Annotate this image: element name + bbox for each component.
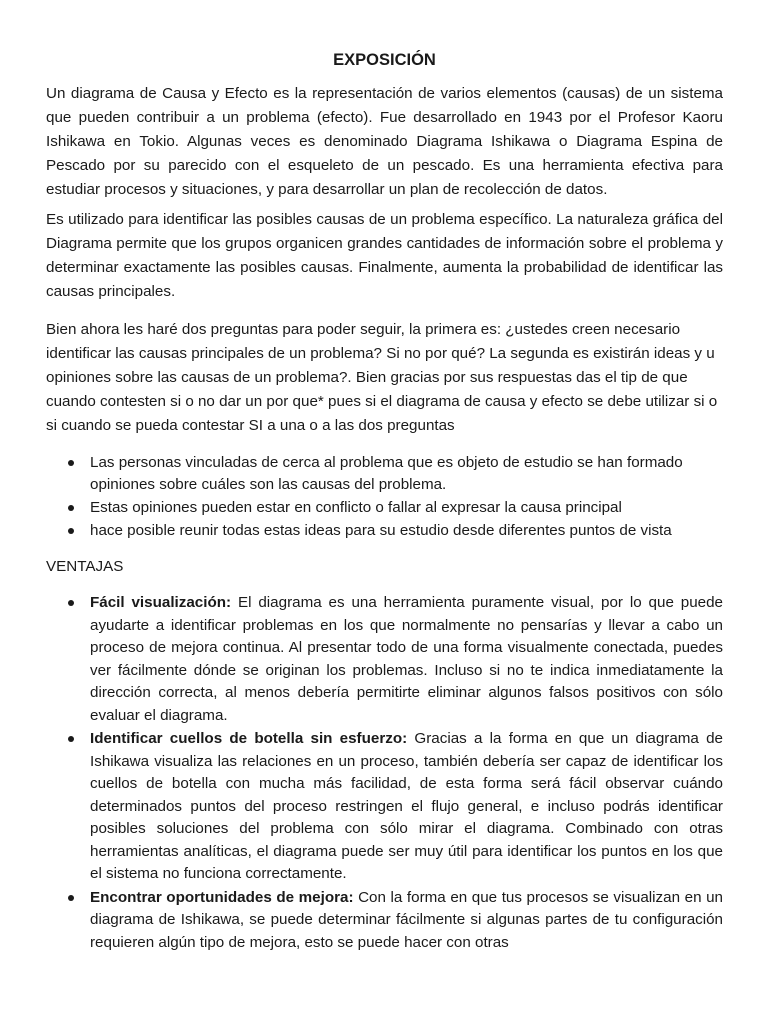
- advantage-text: Con la forma en que tus procesos se visualizan en un diagrama de Ishikawa, se puede determinar fácilmente si algunas partes de tu configuración requieren algún tipo de mejora, esto se puede hacer con otras: [90, 888, 723, 951]
- bullet-list: [46, 452, 723, 542]
- bullet-icon: [68, 505, 74, 511]
- list-item-text: hace posible reunir todas estas ideas para su estudio desde diferentes puntos de vista: [90, 522, 672, 539]
- advantage-heading: Identificar cuellos de botella sin esfuerzo:: [90, 730, 408, 747]
- advantage-item: [46, 887, 723, 955]
- list-item-text: Estas opiniones pueden estar en conflicto o fallar al expresar la causa principal: [90, 499, 622, 516]
- list-item-text: Las personas vinculadas de cerca al problema que es objeto de estudio se han formado opiniones sobre cuáles son las causas del problema.: [90, 454, 683, 493]
- usage-paragraph: Es utilizado para identificar las posibles causas de un problema específico. La naturaleza gráfica del Diagrama permite que los grupos organicen grandes cantidades de información sobre el problema y determinar exactamente las posibles causas. Finalmente, aumenta la probabilidad de identificar las causas principales.: [46, 211, 723, 300]
- bullet-icon: [68, 895, 74, 901]
- advantage-text: El diagrama es una herramienta puramente visual, por lo que puede ayudarte a identificar problemas en los que normalmente no pensarías y llevar a cabo un proceso de mejora continua. Al presentar todo de una forma visualmente conectada, puedes ver fácilmente dónde se originan los problemas. Incluso si no te indica inmediatamente la dirección correcta, al menos debería permitirte eliminar algunos falsos positivos con sólo evaluar el diagrama.: [90, 594, 723, 724]
- bullet-icon: [68, 460, 74, 466]
- list-item: [46, 452, 723, 496]
- list-item: [46, 497, 723, 519]
- bullet-icon: [68, 528, 74, 534]
- document-title: EXPOSICIÓN: [333, 51, 436, 69]
- advantage-heading: Encontrar oportunidades de mejora:: [90, 888, 354, 906]
- advantage-heading: Fácil visualización:: [90, 594, 232, 611]
- advantage-item: [46, 728, 723, 886]
- document-page: [46, 48, 723, 955]
- advantages-list: [46, 592, 723, 954]
- questions-paragraph: Bien ahora les haré dos preguntas para poder seguir, la primera es: ¿ustedes creen necesario identificar las causas principales de un problema? Si no por qué? La segunda es existirán ideas y u opiniones sobre las causas de un problema?. Bien gracias por sus respuestas das el tip de que cuando contesten si o no dar un por que* pues si el diagrama de causa y efecto se debe utilizar si o si cuando se pueda contestar SI a una o a las dos preguntas: [46, 321, 718, 434]
- intro-paragraph: Un diagrama de Causa y Efecto es la representación de varios elementos (causas) de un sistema que pueden contribuir a un problema (efecto). Fue desarrollado en 1943 por el Profesor Kaoru Ishikawa en Tokio. Algunas veces es denominado Diagrama Ishikawa o Diagrama Espina de Pescado por su parecido con el esqueleto de un pescado. Es una herramienta efectiva para estudiar procesos y situaciones, y para desarrollar un plan de recolección de datos.: [46, 85, 723, 198]
- bullet-icon: [68, 736, 74, 742]
- list-item: [46, 520, 723, 542]
- advantages-heading: VENTAJAS: [46, 558, 124, 575]
- bullet-icon: [68, 600, 74, 606]
- advantage-item: [46, 592, 723, 727]
- advantage-text: Gracias a la forma en que un diagrama de Ishikawa visualiza las relaciones en un proceso, también debería ser capaz de identificar los cuellos de botella con mucha más facilidad, de esta forma será fácil observar cuándo determinados puntos del proceso restringen el flujo general, e incluso podrás identificar posibles soluciones del problema con sólo mirar el diagrama. Combinado con otras herramientas analíticas, el diagrama puede ser muy útil para identificar los puntos en los que el sistema no funciona correctamente.: [90, 730, 723, 882]
